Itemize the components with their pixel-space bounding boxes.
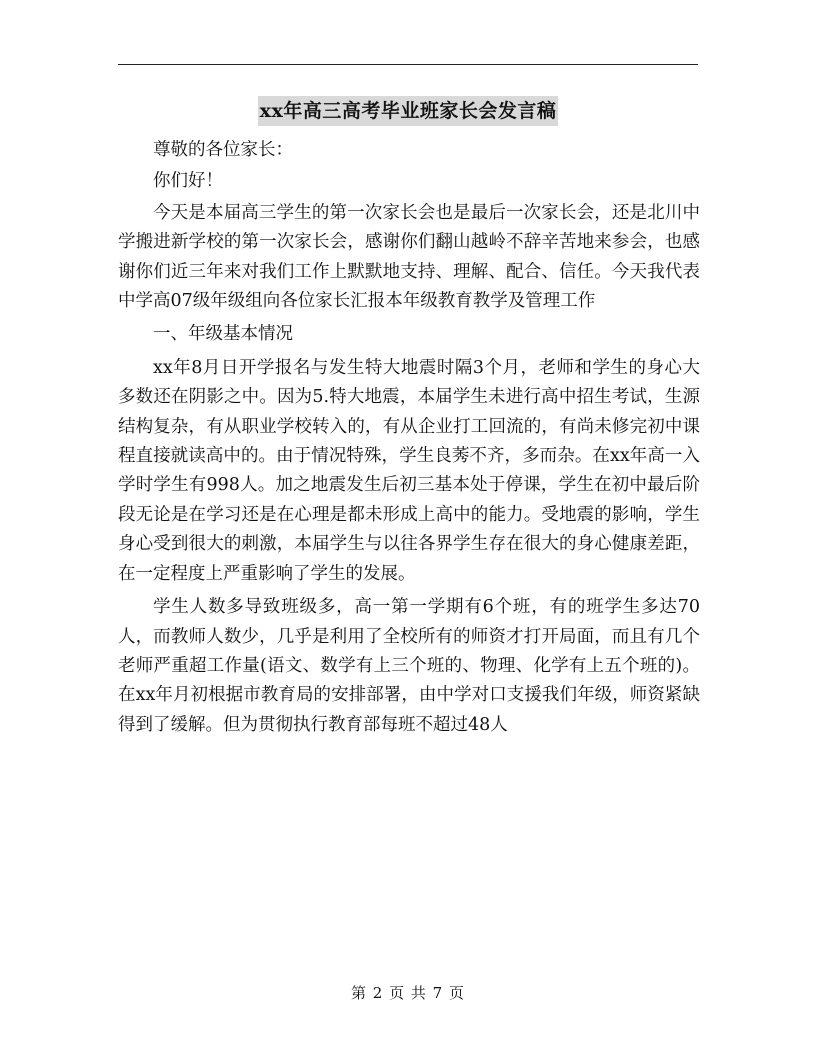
document-title: xx年高三高考毕业班家长会发言稿 — [258, 96, 559, 126]
paragraph-class-size: 学生人数多导致班级多，高一第一学期有6个班，有的班学生多达70人，而教师人数少，几乎是利用了全校所有的师资才打开局面，而且有几个老师严重超工作量(语文、数学有上三个班的、物理、化学有上五个班的)。在xx年月初根据市教育局的安排部署，由中学对口支援我们年级，师资紧缺得到了缓解。但为贯彻执行教育部每班不超过48人 — [118, 597, 700, 735]
page-number: 第 2 页 共 7 页 — [351, 984, 465, 1002]
title-container — [0, 96, 816, 126]
header-rule — [118, 64, 698, 65]
salutation: 尊敬的各位家长： — [153, 140, 293, 160]
greeting: 你们好！ — [153, 171, 223, 192]
section-heading: 一、年级基本情况 — [153, 324, 293, 345]
document-body — [118, 136, 700, 740]
paragraph-intro: 今天是本届高三学生的第一次家长会也是最后一次家长会，还是北川中学搬进新学校的第一次家长会，感谢你们翻山越岭不辞辛苦地来参会，也感谢你们近三年来对我们工作上默默地支持、理解、配合、信任。今天我代表中学高07级年级组向各位家长汇报本年级教育教学及管理工作 — [118, 202, 700, 312]
paragraph-background: xx年8月日开学报名与发生特大地震时隔3个月，老师和学生的身心大多数还在阴影之中。因为5.特大地震，本届学生未进行高中招生考试，生源结构复杂，有从职业学校转入的，有从企业打工回流的，有尚未修完初中课程直接就读高中的。由于情况特殊，学生良莠不齐，多而杂。在xx年高一入学时学生有998人。加之地震发生后初三基本处于停课，学生在初中最后阶段无论是在学习还是在心理是都未形成上高中的能力。受地震的影响，学生身心受到很大的刺激，本届学生与以往各界学生存在很大的身心健康差距，在一定程度上严重影响了学生的发展。 — [118, 357, 700, 584]
